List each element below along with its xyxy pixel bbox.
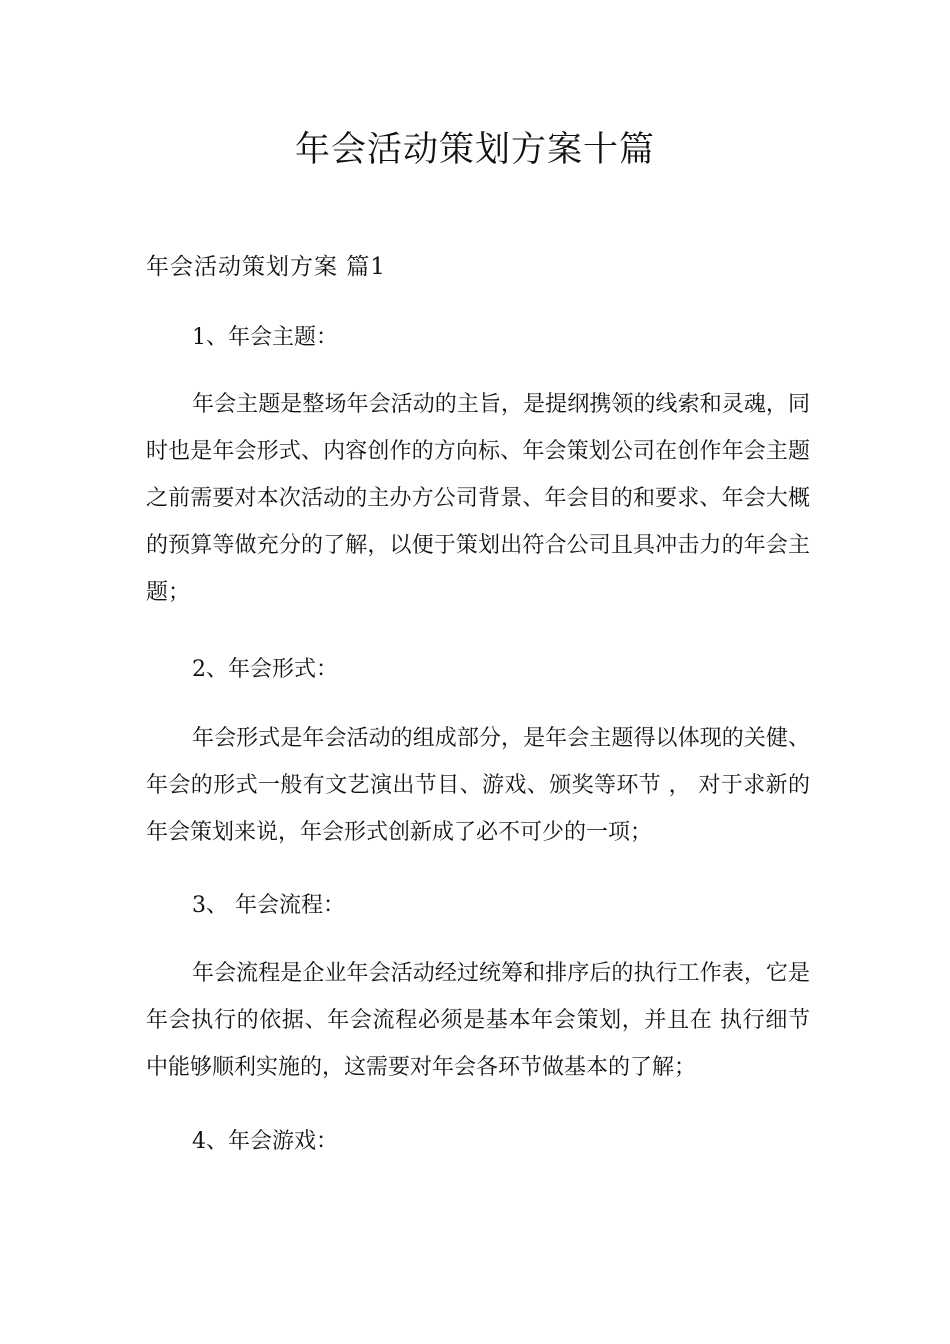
document-title: 年会活动策划方案十篇 xyxy=(294,130,655,170)
paragraph-format: 年会形式是年会活动的组成部分，是年会主题得以体现的关健、年会的形式一般有文艺演出节目、游戏、颁奖等环节 ， 对于求新的年会策划来说，年会形式创新成了必不可少的一项； xyxy=(146,726,810,845)
item-heading-format: 2、年会形式： xyxy=(192,657,338,682)
item-heading-theme: 1、年会主题： xyxy=(192,325,338,350)
section-heading: 年会活动策划方案 篇1 xyxy=(146,254,386,280)
paragraph-process: 年会流程是企业年会活动经过统筹和排序后的执行工作表，它是年会执行的依据、年会流程必须是基本年会策划，并且在 执行细节中能够顺利实施的，这需要对年会各环节做基本的了解； xyxy=(146,961,810,1080)
item-heading-games: 4、年会游戏： xyxy=(192,1129,338,1154)
item-heading-process: 3、 年会流程： xyxy=(192,893,345,918)
paragraph-theme: 年会主题是整场年会活动的主旨，是提纲携领的线索和灵魂，同时也是年会形式、内容创作的方向标、年会策划公司在创作年会主题之前需要对本次活动的主办方公司背景、年会目的和要求、年会大概的预算等做充分的了解，以便于策划出符合公司且具冲击力的年会主题； xyxy=(146,392,810,605)
